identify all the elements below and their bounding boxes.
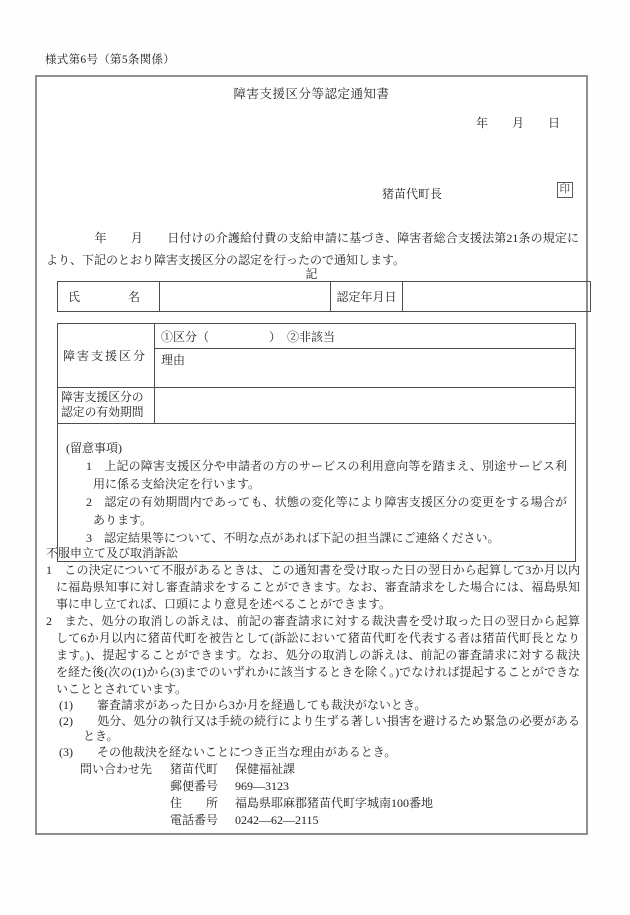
appeal-item [46,562,580,613]
reason-cell: 理由 [155,349,576,388]
issuer-name: 猪苗代町長 [382,187,443,201]
contact-field: 猪苗代町 [170,762,219,776]
cert-date-value-cell [403,282,591,312]
notice-body: 年 月 日付けの介護給付費の支給申請に基づき、障害者総合支援法第21条の規定により、下記のとおり障害支援区分の認定を行ったので通知します。 [46,231,579,267]
table-row [58,424,576,562]
note-text: 認定の有効期間内であっても、状態の変化等により障害支援区分の変更をする場合があります。 [93,495,567,527]
contact-row [170,778,433,795]
appeal-sub-number: (2) [59,713,98,728]
appeal-item [46,613,580,698]
notes-heading: (留意事項) [66,441,122,455]
document-frame [35,75,588,835]
appeal-section [46,545,580,760]
note-item [86,493,567,529]
appeal-sub-text: 審査請求があった日から3か月を経過しても裁決がないとき。 [97,698,427,712]
appeal-subitem [59,713,580,745]
validity-value-cell [155,388,576,424]
appeal-subitem [59,698,580,714]
contact-value: 0242—62—2115 [235,813,319,827]
record-separator: 記 [305,267,318,281]
appeal-heading: 不服申立て及び取消訴訟 [46,546,179,560]
table-row [58,282,591,312]
form-number: 様式第6号（第5条関係） [45,54,176,66]
note-text: 上記の障害支援区分や申請者の方のサービスの利用意向等を踏まえ、別途サービス利用に係る支給決定を行います。 [93,459,567,491]
appeal-text: この決定について不服があるときは、この通知書を受け取った日の翌日から起算して3か月以内に福島県知事に対し審査請求をすることができます。なお、審査請求をした場合には、福島県知事に申し立てれば、口頭により意見を述べることができます。 [56,563,580,611]
contact-value: 福島県耶麻郡猪苗代町字城南100番地 [235,796,434,810]
contact-field: 住 所 [170,796,219,810]
note-text: 認定結果等について、不明な点があれば下記の担当課にご連絡ください。 [104,531,500,545]
contact-section [80,761,433,829]
note-item [86,457,567,493]
name-label-cell: 氏 名 [58,282,160,312]
document-title: 障害支援区分等認定通知書 [233,87,390,101]
appeal-sub-number: (1) [59,698,97,712]
category-label-cell: 障害支援区分 [58,324,155,388]
contact-field: 郵便番号 [170,779,219,793]
appeal-number: 1 [46,563,65,577]
contact-field: 電話番号 [170,813,219,827]
note-number: 3 [86,531,105,545]
seal-stamp: 印 [557,182,574,198]
issue-date-line: 年 月 日 [475,116,560,130]
contact-row [170,795,433,812]
contact-row [170,812,433,829]
table-row [58,324,576,349]
recipient-table [57,281,591,312]
notes-cell [58,424,576,562]
table-row [58,388,576,424]
contact-row [170,761,433,778]
cert-date-label-cell: 認定年月日 [331,282,403,312]
category-table [57,323,576,562]
name-value-cell [160,282,331,312]
contact-value: 保健福祉課 [235,762,296,776]
appeal-sub-number: (3) [59,744,97,759]
contact-table [170,761,433,829]
appeal-number: 2 [46,614,65,628]
appeal-sub-text: 処分、処分の執行又は手続の続行により生ずる著しい損害を避けるため緊急の必要があるとき。 [83,713,580,744]
appeal-sub-text: その他裁決を経ないことにつき正当な理由があるとき。 [97,744,397,759]
validity-label-cell: 障害支援区分の認定の有効期間 [58,388,155,424]
contact-value: 969—3123 [235,779,289,793]
note-number: 2 [86,495,105,509]
category-options-cell: ①区分（ ） ②非該当 [155,324,576,349]
note-number: 1 [86,459,105,473]
contact-label: 問い合わせ先 [80,762,153,776]
appeal-text: また、処分の取消しの訴えは、前記の審査請求に対する裁決書を受け取った日の翌日から起算して6か月以内に猪苗代町を被告として(訴訟において猪苗代町を代表する者は猪苗代町長となります。)、提起することができます。なお、処分の取消しの訴えは、前記の審査請求に対する裁決を経た後(次の(1)から(3)までのいずれかに該当するときを除く。)でなければ提起することができないこととされています。 [56,614,580,696]
appeal-subitem [59,744,580,761]
